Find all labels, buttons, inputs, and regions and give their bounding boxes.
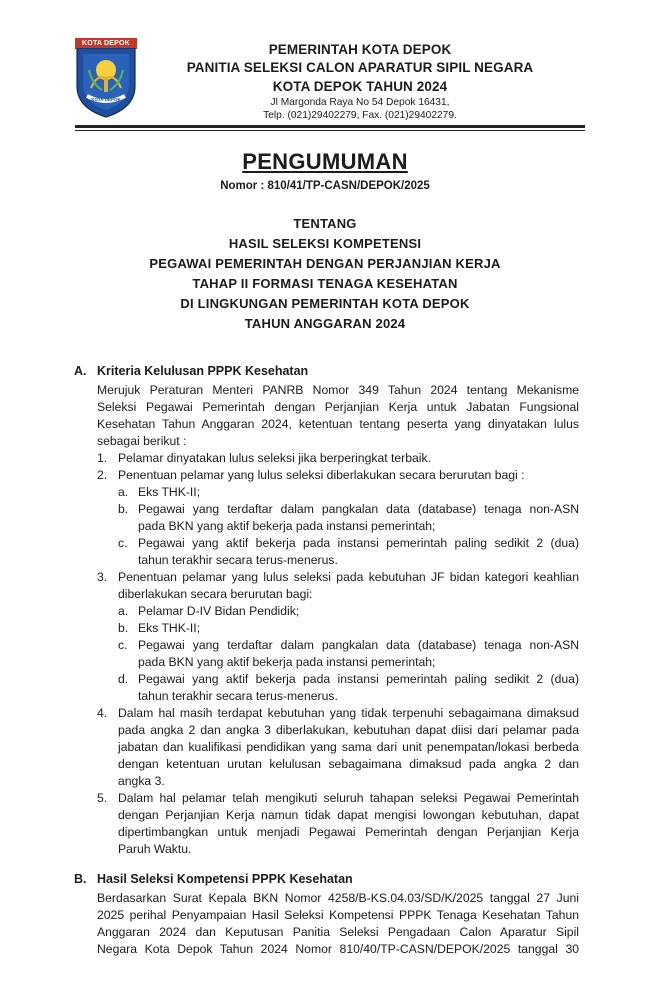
subject-line: PEGAWAI PEMERINTAH DENGAN PERJANJIAN KERJA bbox=[149, 256, 501, 271]
sub-item-text: Eks THK-II; bbox=[138, 621, 201, 635]
sub-item-text: Pegawai yang terdaftar dalam pangkalan data (database) tenaga non-ASN bbox=[138, 638, 579, 652]
list-item-text: Dalam hal pelamar telah mengikuti seluruh tahapan seleksi Pegawai Pemerintah bbox=[118, 791, 579, 805]
section-a-intro-line: Merujuk Peraturan Menteri PANRB Nomor 349 Tahun 2024 tentang Mekanisme bbox=[97, 383, 579, 397]
list-item-text: Pelamar dinyatakan lulus seleksi jika berperingkat terbaik. bbox=[118, 451, 431, 465]
subject-line: HASIL SELEKSI KOMPETENSI bbox=[228, 236, 422, 251]
section-b-line: 2025 perihal Penyampaian Hasil Seleksi Kompetensi PPPK Tenaga Kesehatan Tahun bbox=[97, 908, 579, 922]
kota-depok-logo bbox=[75, 38, 137, 118]
subject-line: TENTANG bbox=[293, 216, 357, 231]
sub-item-text: pada BKN yang aktif bekerja pada instansi pemerintah; bbox=[138, 655, 436, 669]
section-a-letter: A. bbox=[74, 364, 87, 378]
address-line-1: Jl Margonda Raya No 54 Depok 16431, bbox=[270, 97, 450, 108]
org-line-2: PANITIA SELEKSI CALON APARATUR SIPIL NEGARA bbox=[186, 60, 534, 75]
list-number: 2. bbox=[97, 468, 108, 482]
section-b-heading: Hasil Seleksi Kompetensi PPPK Kesehatan bbox=[97, 872, 353, 886]
list-item-text: dengan ketentuan urutan kelulusan sebagaimana dimaksud pada angka 2 dan bbox=[118, 757, 579, 771]
list-number: 5. bbox=[97, 791, 108, 805]
list-item-text: dengan Perjanjian Kerja namun tidak dapat mengisi lowongan kebutuhan, dapat bbox=[118, 808, 579, 822]
sub-item-letter: b. bbox=[118, 621, 129, 635]
list-item-text: pada angka 2 dan angka 3 diberlakukan, kebutuhan dapat diisi dari pelamar pada bbox=[118, 723, 579, 737]
section-b-line: Negara Kota Depok Tahun 2024 Nomor 810/40/TP-CASN/DEPOK/2025 tanggal 30 bbox=[97, 942, 579, 956]
letterhead-divider-thick bbox=[75, 125, 585, 128]
sub-item-text: Pegawai yang aktif bekerja pada instansi pemerintah paling sedikit 2 (dua) bbox=[138, 672, 579, 686]
section-b-line: Berdasarkan Surat Kepala BKN Nomor 4258/B-KS.04.03/SD/K/2025 tanggal 27 Juni bbox=[97, 891, 579, 905]
logo-ribbon-text: KOTA DEPOK bbox=[91, 97, 121, 102]
logo-shield-icon bbox=[75, 48, 137, 118]
sub-item-letter: c. bbox=[118, 536, 128, 550]
address-line-2: Telp. (021)29402279, Fax. (021)29402279. bbox=[263, 110, 457, 121]
page-title: PENGUMUMAN bbox=[242, 149, 408, 174]
section-a-intro-line: Kesehatan Tahun Anggaran 2024, ketentuan tentang peserta yang dinyatakan lulus bbox=[97, 417, 579, 431]
list-item-text: jabatan dan kualifikasi pendidikan yang sama dari unit penempatan/lokasi berbeda bbox=[118, 740, 579, 754]
document-number: Nomor : 810/41/TP-CASN/DEPOK/2025 bbox=[220, 180, 430, 192]
list-number: 1. bbox=[97, 451, 108, 465]
sub-item-text: tahun terakhir secara terus-menerus. bbox=[138, 689, 338, 703]
logo-banner: KOTA DEPOK bbox=[75, 38, 137, 49]
subject-line: TAHAP II FORMASI TENAGA KESEHATAN bbox=[192, 276, 458, 291]
subject-line: TAHUN ANGGARAN 2024 bbox=[244, 316, 406, 331]
list-item-text: Dalam hal masih terdapat kebutuhan yang tidak terpenuhi sebagaimana dimaksud bbox=[118, 706, 579, 720]
org-line-1: PEMERINTAH KOTA DEPOK bbox=[268, 42, 452, 57]
list-item-text: Penentuan pelamar yang lulus seleksi pada kebutuhan JF bidan kategori keahlian bbox=[118, 570, 579, 584]
sub-item-text: pada BKN yang aktif bekerja pada instansi pemerintah; bbox=[138, 519, 436, 533]
list-item-text: Paruh Waktu. bbox=[118, 842, 192, 856]
sub-item-text: tahun terakhir secara terus-menerus. bbox=[138, 553, 338, 567]
org-line-3: KOTA DEPOK TAHUN 2024 bbox=[272, 79, 448, 94]
subject-line: DI LINGKUNGAN PEMERINTAH KOTA DEPOK bbox=[180, 296, 470, 311]
section-b-line: Anggaran 2024 dan Keputusan Panitia Seleksi Pengadaan Calon Aparatur Sipil bbox=[97, 925, 579, 939]
list-item-text: Penentuan pelamar yang lulus seleksi diberlakukan secara berurutan bagi : bbox=[118, 468, 525, 482]
sub-item-text: Pelamar D-IV Bidan Pendidik; bbox=[138, 604, 300, 618]
section-b-letter: B. bbox=[74, 872, 87, 886]
list-number: 3. bbox=[97, 570, 108, 584]
sub-item-letter: d. bbox=[118, 672, 129, 686]
sub-item-letter: b. bbox=[118, 502, 129, 516]
section-a-intro-line: sebagai berikut : bbox=[97, 434, 187, 448]
sub-item-letter: c. bbox=[118, 638, 128, 652]
sub-item-text: Eks THK-II; bbox=[138, 485, 201, 499]
list-item-text: diberlakukan secara berurutan bagi: bbox=[118, 587, 313, 601]
letterhead-divider-thin bbox=[75, 130, 585, 131]
list-item-text: dipertimbangkan untuk menjadi Pegawai Pemerintah dengan Perjanjian Kerja bbox=[118, 825, 579, 839]
sub-item-letter: a. bbox=[118, 604, 129, 618]
list-number: 4. bbox=[97, 706, 108, 720]
list-item-text: angka 3. bbox=[118, 774, 165, 788]
sub-item-text: Pegawai yang terdaftar dalam pangkalan data (database) tenaga non-ASN bbox=[138, 502, 579, 516]
sub-item-letter: a. bbox=[118, 485, 129, 499]
sub-item-text: Pegawai yang aktif bekerja pada instansi pemerintah paling sedikit 2 (dua) bbox=[138, 536, 579, 550]
section-a-intro-line: Seleksi Pegawai Pemerintah dengan Perjanjian Kerja untuk Jabatan Fungsional bbox=[97, 400, 579, 414]
section-a-heading: Kriteria Kelulusan PPPK Kesehatan bbox=[97, 364, 309, 378]
